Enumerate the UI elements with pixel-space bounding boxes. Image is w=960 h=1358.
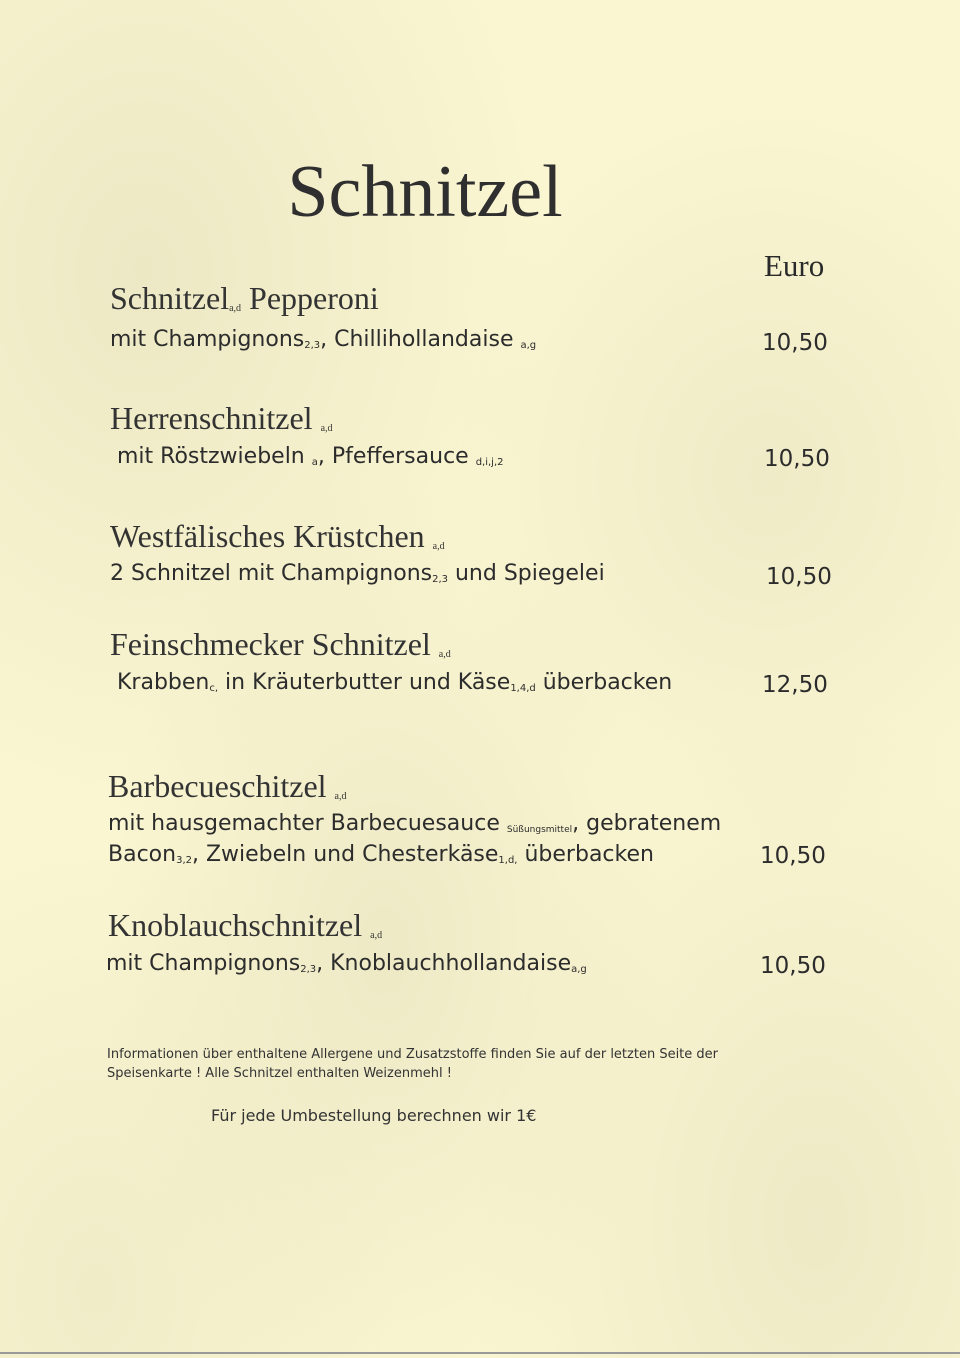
bottom-border bbox=[0, 1352, 960, 1354]
item-description: 2 Schnitzel mit Champignons$_{2,3}$ und Spiegelei bbox=[110, 561, 605, 586]
page-title: Schnitzel bbox=[287, 151, 563, 233]
item-name: Schnitzel$_{a,d}$ Pepperoni bbox=[110, 280, 379, 316]
item-price: 10,50 bbox=[760, 843, 826, 869]
item-name: Barbecueschitzel $_{a,d}$ bbox=[108, 768, 347, 804]
allergen-note-line2: Speisenkarte ! Alle Schnitzel enthalten Weizenmehl ! bbox=[107, 1066, 452, 1081]
item-name: Feinschmecker Schnitzel $_{a,d}$ bbox=[110, 626, 451, 662]
item-description: mit Champignons$_{2,3}$, Knoblauchhollandaise$_{a,g}$ bbox=[106, 951, 587, 976]
item-price: 10,50 bbox=[764, 446, 830, 472]
item-description: Krabben$_{c,}$ in Kräuterbutter und Käse$_{1,4,d}$ überbacken bbox=[117, 670, 673, 695]
item-price: 10,50 bbox=[762, 330, 828, 356]
item-description-line2: Bacon$_{3,2}$, Zwiebeln und Chesterkäse$_{1,d,}$ überbacken bbox=[108, 842, 654, 867]
change-fee-note: Für jede Umbestellung berechnen wir 1€ bbox=[211, 1106, 537, 1125]
item-description: mit Röstzwiebeln $_a$, Pfeffersauce $_{d,i,j,2}$ bbox=[117, 444, 504, 469]
item-description: mit Champignons$_{2,3}$, Chillihollandaise $_{a,g}$ bbox=[110, 327, 537, 352]
item-description-line1: mit hausgemachter Barbecuesauce $_{Süßungsmittel}$, gebratenem bbox=[108, 811, 722, 836]
allergen-note-line1: Informationen über enthaltene Allergene und Zusatzstoffe finden Sie auf der letzten Seite der bbox=[107, 1047, 718, 1062]
currency-header: Euro bbox=[764, 248, 825, 283]
item-price: 12,50 bbox=[762, 672, 828, 698]
item-price: 10,50 bbox=[760, 953, 826, 979]
item-name: Westfälisches Krüstchen $_{a,d}$ bbox=[110, 518, 445, 554]
item-name: Knoblauchschnitzel $_{a,d}$ bbox=[108, 907, 383, 943]
item-price: 10,50 bbox=[766, 564, 832, 590]
item-name: Herrenschnitzel $_{a,d}$ bbox=[110, 400, 333, 436]
